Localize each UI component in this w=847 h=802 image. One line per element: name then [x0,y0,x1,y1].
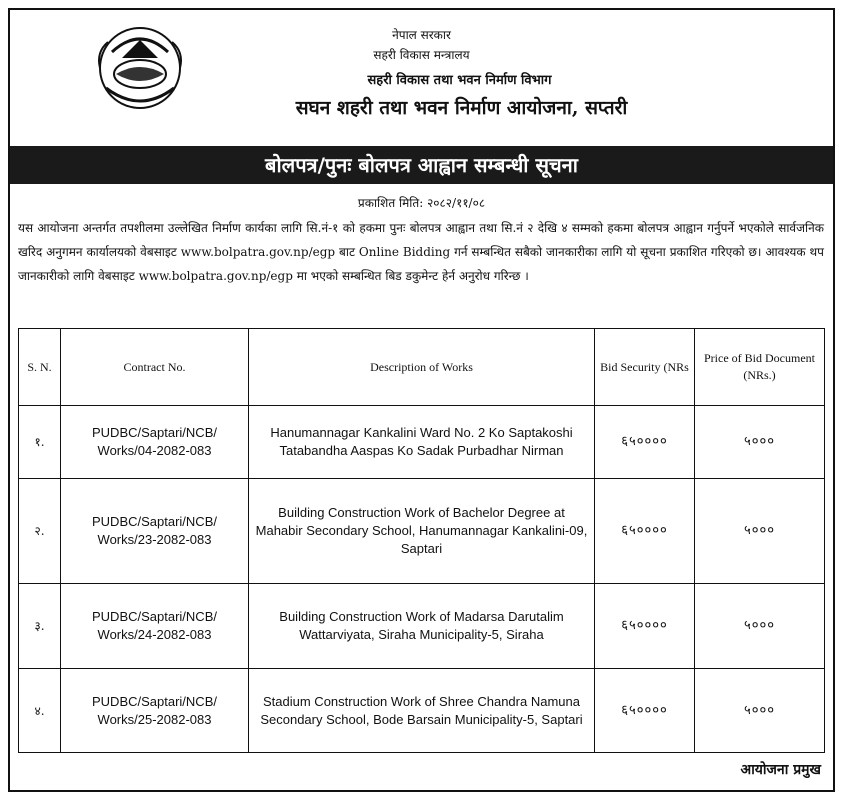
publish-date: प्रकाशित मिति: २०८२/११/०८ [357,196,486,210]
cell-bid-document-price: ५००० [695,479,825,584]
cell-contract-no: PUDBC/Saptari/NCB/ Works/25-2082-083 [61,669,249,753]
table-header-row [19,329,825,406]
cell-sn: ३. [19,584,61,669]
table-row [19,479,825,584]
notice-banner: बोलपत्र/पुनः बोलपत्र आह्वान सम्बन्धी सूचना [10,146,833,184]
signature-title: आयोजना प्रमुख [740,762,821,778]
ministry-title: सहरी विकास मन्त्रालय [373,48,470,62]
govt-title: नेपाल सरकार [392,28,451,42]
cell-bid-security: ६५०००० [595,406,695,479]
cell-bid-security: ६५०००० [595,584,695,669]
cell-sn: १. [19,406,61,479]
cell-sn: ४. [19,669,61,753]
cell-bid-document-price: ५००० [695,584,825,669]
cell-description: Building Construction Work of Madarsa Darutalim Wattarviyata, Siraha Municipality-5, Siraha [249,584,595,669]
header-bid-document-price: Price of Bid Document (NRs.) [695,329,825,406]
project-title: सघन शहरी तथा भवन निर्माण आयोजना, सप्तरी [295,97,628,119]
header-bid-security: Bid Security (NRs [595,329,695,406]
table-row [19,669,825,753]
cell-bid-document-price: ५००० [695,669,825,753]
cell-bid-security: ६५०००० [595,669,695,753]
cell-sn: २. [19,479,61,584]
cell-description: Building Construction Work of Bachelor Degree at Mahabir Secondary School, Hanumannagar Kankalini-09, Saptari [249,479,595,584]
table-row [19,406,825,479]
header-sn: S. N. [19,329,61,406]
notice-frame [8,8,835,792]
cell-description: Stadium Construction Work of Shree Chandra Namuna Secondary School, Bode Barsain Municipality-5, Saptari [249,669,595,753]
notice-paragraph: यस आयोजना अन्तर्गत तपशीलमा उल्लेखित निर्माण कार्यका लागि सि.नं-१ को हकमा पुनः बोलपत्र आह्वान तथा सि.नं २ देखि ४ सम्मको हकमा बोलपत्र आह्वान गर्नुपर्ने भएकोले सार्वजनिक खरिद अनुगमन कार्यालयको वेबसाइट www.bolpatra.gov.np/egp बाट Online Bidding गर्न सम्बन्धित सबैको जानकारीका लागि यो सूचना प्रकाशित गरिएको छ। आवश्यक थप जानकारीको लागि वेबसाइट www.bolpatra.gov.np/egp मा भएको सम्बन्धित बिड डकुमेन्ट हेर्न अनुरोध गरिन्छ । [18,221,824,283]
cell-bid-document-price: ५००० [695,406,825,479]
department-title: सहरी विकास तथा भवन निर्माण विभाग [367,73,552,88]
cell-bid-security: ६५०००० [595,479,695,584]
header-description: Description of Works [249,329,595,406]
cell-contract-no: PUDBC/Saptari/NCB/ Works/04-2082-083 [61,406,249,479]
cell-contract-no: PUDBC/Saptari/NCB/ Works/24-2082-083 [61,584,249,669]
works-table [18,328,825,753]
cell-description: Hanumannagar Kankalini Ward No. 2 Ko Saptakoshi Tatabandha Aaspas Ko Sadak Purbadhar Nirman [249,406,595,479]
cell-contract-no: PUDBC/Saptari/NCB/ Works/23-2082-083 [61,479,249,584]
header-contract-no: Contract No. [61,329,249,406]
table-row [19,584,825,669]
